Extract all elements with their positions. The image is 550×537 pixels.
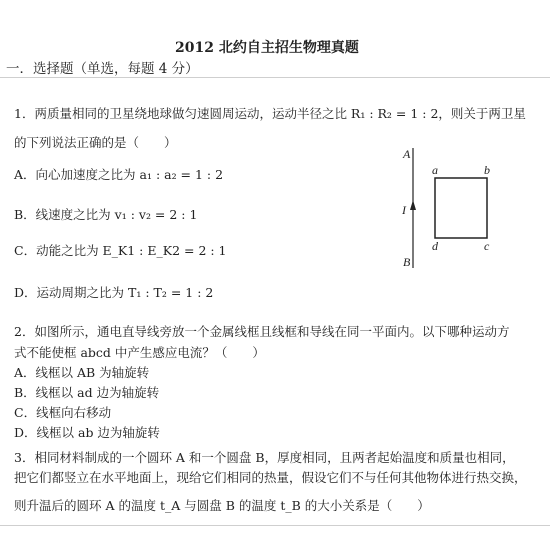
- question-2-option-b: B．线框以 ad 边为轴旋转: [14, 385, 160, 400]
- question-2-option-c: C．线框向右移动: [14, 405, 112, 420]
- page-title: 2012 北约自主招生物理真题: [175, 40, 359, 56]
- label-a: a: [432, 163, 438, 177]
- question-1-option-c: C．动能之比为 E_K1 : E_K2 = 2 : 1: [14, 243, 227, 258]
- question-1-option-d: D．运动周期之比为 T₁ : T₂ = 1 : 2: [14, 285, 214, 300]
- current-arrow-icon: [410, 200, 416, 210]
- question-2-stem-line1: 2．如图所示，通电直导线旁放一个金属线框且线框和导线在同一平面内。以下哪种运动方: [14, 324, 510, 339]
- question-2-option-d: D．线框以 ab 边为轴旋转: [14, 425, 160, 440]
- question-2-option-a: A．线框以 AB 为轴旋转: [14, 365, 150, 380]
- wire-loop-abcd: [435, 178, 487, 238]
- divider-top: [0, 77, 550, 78]
- question-3-stem-line2: 把它们都竖立在水平地面上，现给它们相同的热量，假设它们不与任何其他物体进行热交换，: [14, 470, 527, 485]
- label-d: d: [432, 239, 438, 253]
- label-c: c: [484, 239, 490, 253]
- question-3-stem-line1: 3．相同材料制成的一个圆环 A 和一个圆盘 B，厚度相同，且两者起始温度和质量也相同，: [14, 450, 515, 465]
- question-3-stem-line3: 则升温后的圆环 A 的温度 t_A 与圆盘 B 的温度 t_B 的大小关系是（ ）: [14, 498, 430, 513]
- label-A: A: [403, 147, 411, 161]
- question-1-option-b: B．线速度之比为 v₁ : v₂ = 2 : 1: [14, 207, 198, 222]
- label-I: I: [402, 203, 406, 217]
- divider-bottom: [0, 525, 550, 526]
- label-B: B: [403, 255, 411, 269]
- question-1-stem-line2: 的下列说法正确的是（ ）: [14, 135, 177, 150]
- section-heading: 一．选择题（单选，每题 4 分）: [6, 61, 199, 77]
- label-b: b: [484, 163, 490, 177]
- wire-loop-figure: [395, 140, 505, 275]
- question-1-option-a: A．向心加速度之比为 a₁ : a₂ = 1 : 2: [14, 167, 224, 182]
- question-2-stem-line2: 式不能使框 abcd 中产生感应电流？（ ）: [14, 345, 265, 360]
- question-1-stem-line1: 1．两质量相同的卫星绕地球做匀速圆周运动，运动半径之比 R₁ : R₂ = 1 : 2，则关于两卫星: [14, 106, 526, 121]
